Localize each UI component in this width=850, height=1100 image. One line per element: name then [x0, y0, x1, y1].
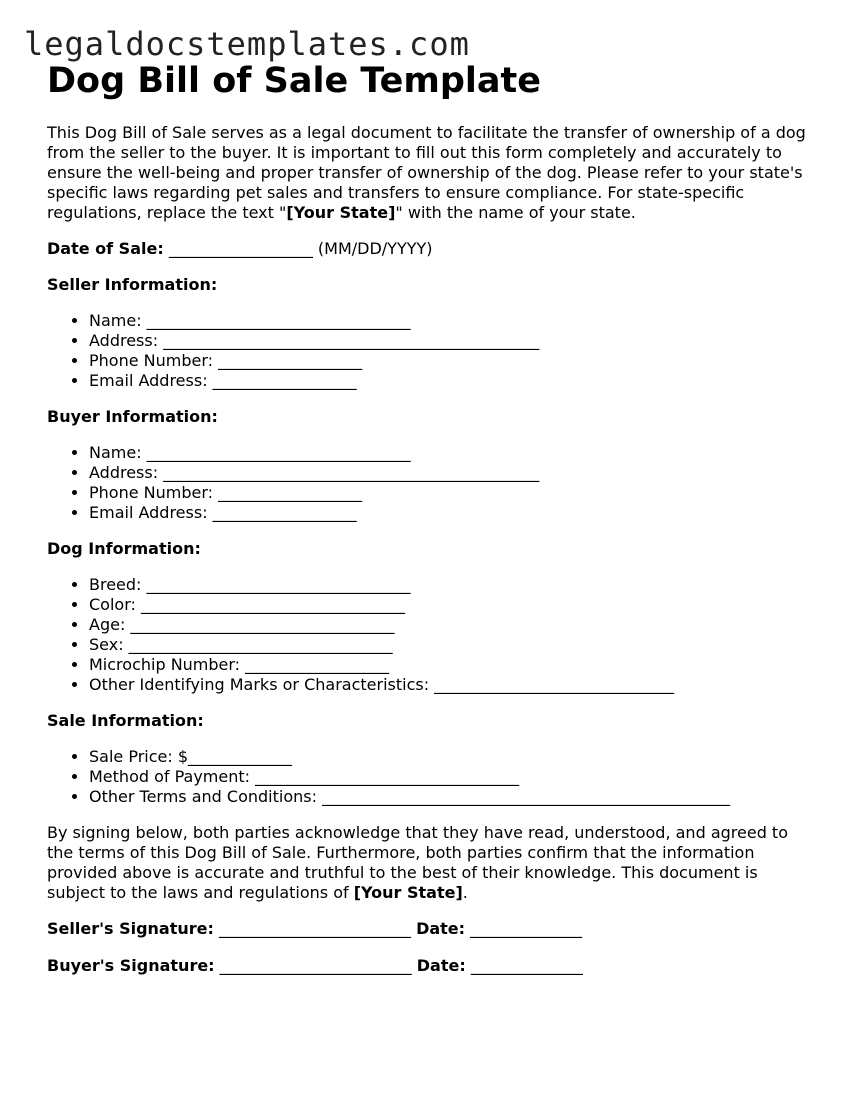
seller-signature-line: Seller's Signature: ________________________ Date: ______________ — [47, 919, 583, 938]
list-item: • Sale Price: $_____________ — [89, 747, 817, 767]
buyer-date-label: Date: — [416, 956, 466, 975]
date-of-sale-field — [47, 239, 817, 259]
seller-signature-label: Seller's Signature: — [47, 919, 214, 938]
list-item: • Other Terms and Conditions: ___________________________________________________ — [89, 787, 817, 807]
list-item: • Color: _________________________________ — [89, 595, 817, 615]
page-title: Dog Bill of Sale Template — [47, 61, 541, 101]
buyer-signature-label: Buyer's Signature: — [47, 956, 215, 975]
document-body — [47, 123, 817, 993]
buyer-signature-line: Buyer's Signature: ________________________ Date: ______________ — [47, 956, 583, 975]
list-item: • Address: _______________________________________________ — [89, 463, 817, 483]
date-of-sale-label: Date of Sale: — [47, 239, 164, 258]
buyer-list — [47, 443, 817, 523]
list-item: • Sex: _________________________________ — [89, 635, 817, 655]
sale-list — [47, 747, 817, 807]
list-item: • Breed: _________________________________ — [89, 575, 817, 595]
list-item: • Name: _________________________________ — [89, 311, 817, 331]
list-item: • Microchip Number: __________________ — [89, 655, 817, 675]
list-item: • Address: _______________________________________________ — [89, 331, 817, 351]
intro-paragraph: This Dog Bill of Sale serves as a legal document to facilitate the transfer of ownership of a dog from the seller to the buyer. It is important to fill out this form completely and accurately to ensure the well-being and proper transfer of ownership of the dog. Please refer to your state's specific laws regarding pet sales and transfers to ensure compliance. For state-specific regulations, replace the text "[Your State]" with the name of your state. — [47, 123, 806, 222]
list-item: • Email Address: __________________ — [89, 371, 817, 391]
sale-heading: Sale Information: — [47, 711, 204, 730]
buyer-heading: Buyer Information: — [47, 407, 218, 426]
seller-heading: Seller Information: — [47, 275, 218, 294]
dog-heading: Dog Information: — [47, 539, 201, 558]
list-item: • Phone Number: __________________ — [89, 483, 817, 503]
site-watermark: legaldocstemplates.com — [24, 25, 470, 63]
list-item: • Phone Number: __________________ — [89, 351, 817, 371]
state-placeholder: [Your State] — [353, 883, 463, 902]
seller-list — [47, 311, 817, 391]
seller-date-label: Date: — [416, 919, 466, 938]
closing-paragraph: By signing below, both parties acknowledge that they have read, understood, and agreed to the terms of this Dog Bill of Sale. Furthermore, both parties confirm that the information provided above is accurate and truthful to the best of their knowledge. This document is subject to the laws and regulations of [Your State]. — [47, 823, 788, 902]
list-item: • Method of Payment: _________________________________ — [89, 767, 817, 787]
state-placeholder: [Your State] — [286, 203, 396, 222]
list-item: • Email Address: __________________ — [89, 503, 817, 523]
date-of-sale-blank: __________________ (MM/DD/YYYY) — [163, 239, 433, 258]
list-item: • Name: _________________________________ — [89, 443, 817, 463]
dog-list — [47, 575, 817, 695]
list-item: • Other Identifying Marks or Characteristics: ______________________________ — [89, 675, 817, 695]
list-item: • Age: _________________________________ — [89, 615, 817, 635]
